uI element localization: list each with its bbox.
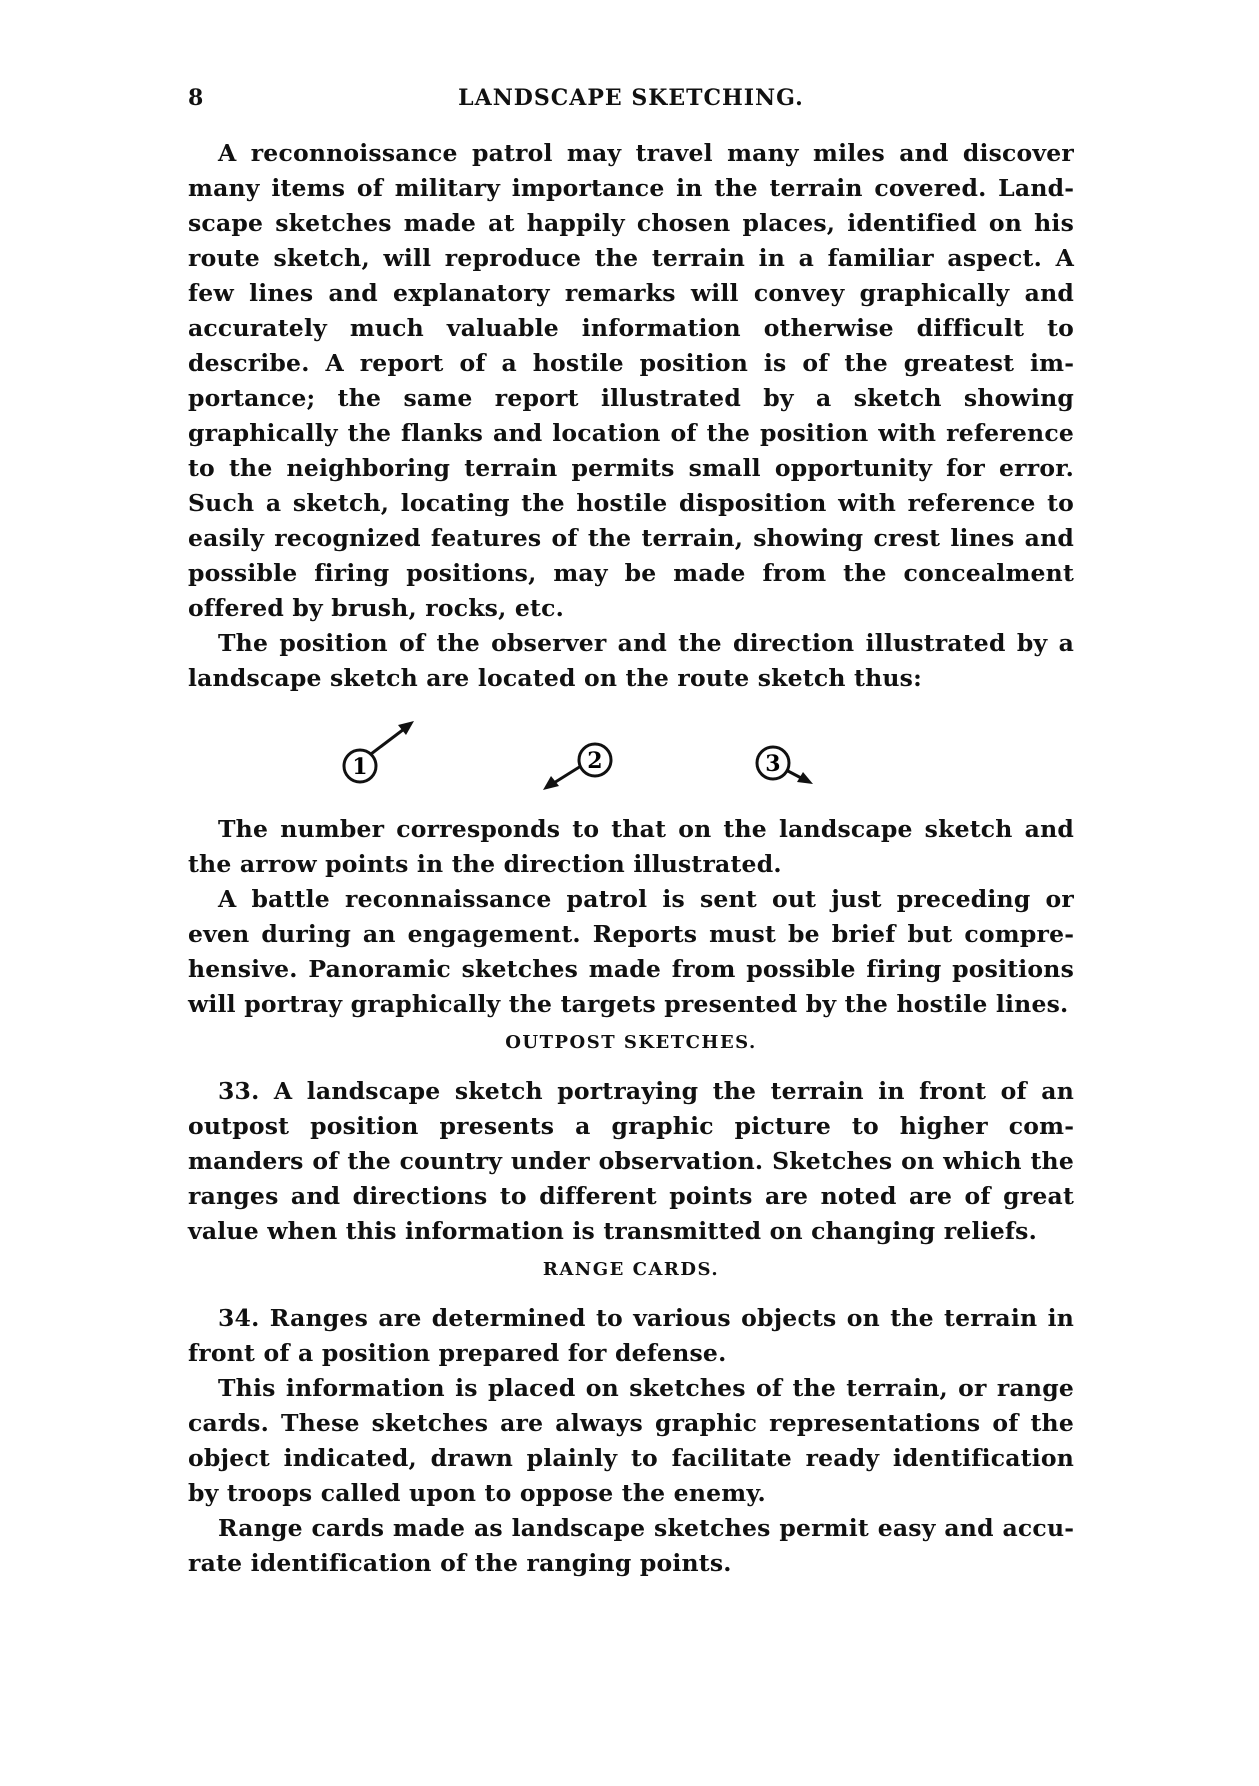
- paragraph-number-corresponds: The number corresponds to that on the landscape sketch and the arrow points in the direction illustrated.: [188, 815, 1074, 878]
- observer-symbol-3: [743, 708, 853, 798]
- observer-arrow-up-right-icon: [338, 708, 448, 798]
- running-title: LANDSCAPE SKETCHING.: [458, 85, 804, 111]
- paragraph-range-cards-info: This information is placed on sketches of the terrain, or range cards. These sketches are always graphic representations of the object indicated, drawn plainly to facilitate ready identification by troops called upon to oppose the enemy.: [188, 1374, 1074, 1507]
- paragraph-reconnoissance-patrol: A reconnoissance patrol may travel many miles and discover many items of military importance in the terrain covered. Landscape sketches made at happily chosen places, identified on his route sketch, will reproduce the terrain in a familiar aspect. A few lines and explanatory remarks will convey graphically and accurately much valuable information otherwise difficult to describe. A report of a hostile position is of the greatest importance; the same report illustrated by a sketch showing graphically the flanks and location of the position with reference to the neighboring terrain permits small opportunity for error. Such a sketch, locating the hostile disposition with reference to easily recognized features of the terrain, showing crest lines and possible firing positions, may be made from the concealment offered by brush, rocks, etc.: [188, 139, 1074, 622]
- paragraph-battle-patrol: A battle reconnaissance patrol is sent out just preceding or even during an engagement. Reports must be brief but comprehensive. Panoramic sketches made from possible firing positions will portray graphically the targets presented by the hostile lines.: [188, 885, 1074, 1018]
- observer-symbol-number: 1: [352, 754, 368, 780]
- observer-symbol-number: 2: [587, 748, 603, 774]
- observer-symbol-1: [338, 708, 448, 798]
- page-header: [188, 85, 1074, 121]
- observer-symbol-2: [533, 708, 643, 798]
- heading-range-cards: RANGE CARDS.: [542, 1259, 720, 1280]
- observer-symbol-number: 3: [765, 751, 781, 777]
- observer-arrow-down-right-icon: [743, 708, 853, 798]
- observer-arrow-down-left-icon: [533, 708, 643, 798]
- page-number: 8: [188, 85, 204, 111]
- paragraph-34: 34. Ranges are determined to various objects on the terrain in front of a position prepared for defense.: [188, 1304, 1074, 1367]
- heading-outpost-sketches: OUTPOST SKETCHES.: [505, 1032, 757, 1053]
- paragraph-33: 33. A landscape sketch portraying the terrain in front of an outpost position presents a graphic picture to higher commanders of the country under observation. Sketches on which the ranges and directions to different points are noted are of great value when this information is transmitted on changing reliefs.: [188, 1077, 1074, 1245]
- page-body: [188, 136, 1074, 1581]
- paragraph-observer-position: The position of the observer and the direction illustrated by a landscape sketch are located on the route sketch thus:: [188, 629, 1074, 692]
- observer-symbols-row: [188, 708, 1074, 808]
- paragraph-range-cards-accurate: Range cards made as landscape sketches permit easy and accurate identification of the ranging points.: [188, 1514, 1074, 1577]
